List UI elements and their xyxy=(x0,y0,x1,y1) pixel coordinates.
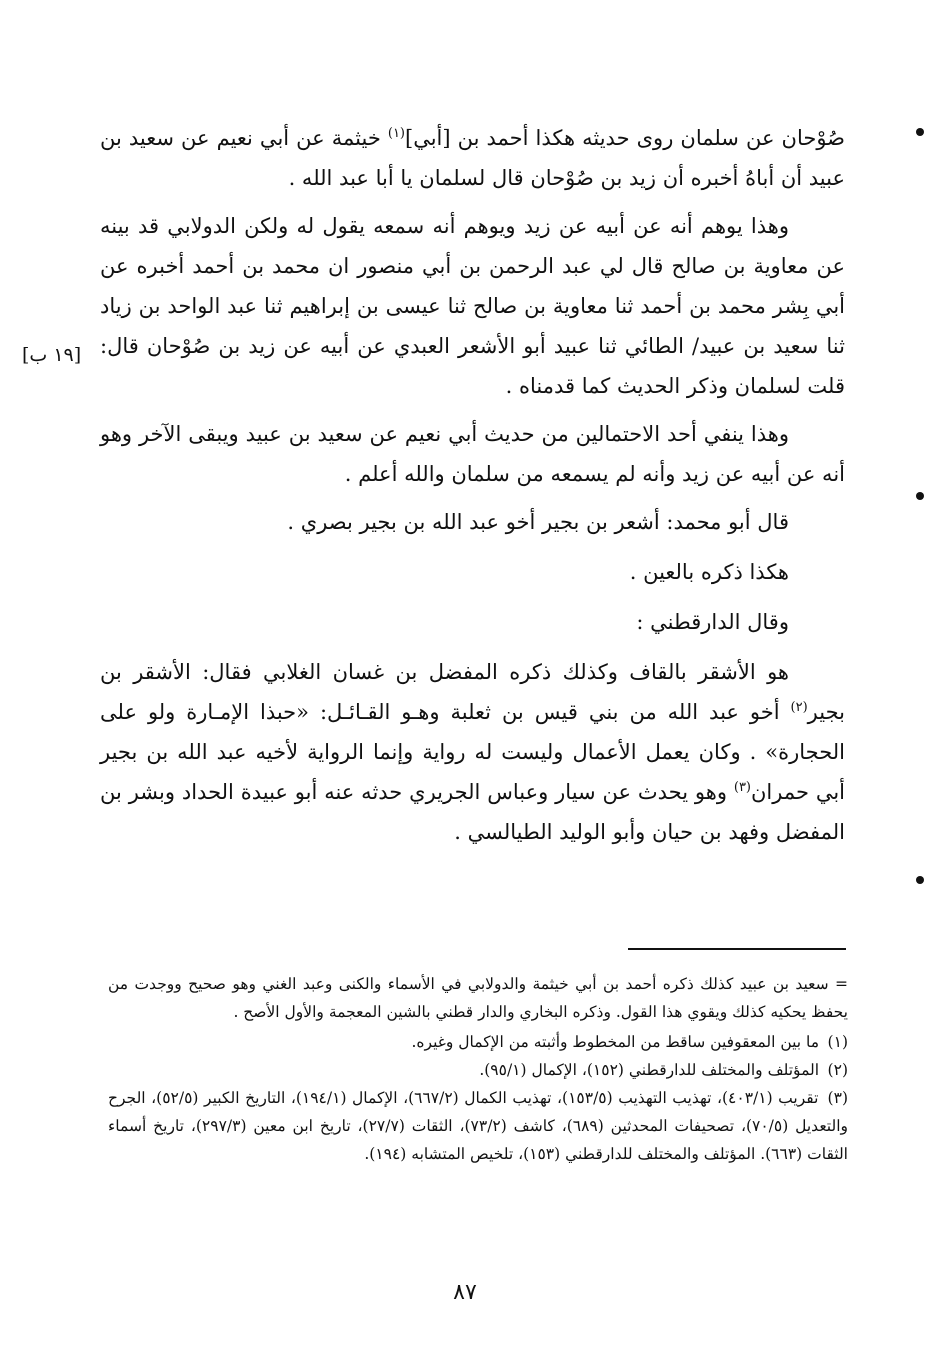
footnote-2 xyxy=(108,1056,848,1084)
paragraph-2: وهذا يوهم أنه عن أبيه عن زيد ويوهم أنه سمعه يقول له ولكن الدولابي قد بينه عن معاوية بن صالح قال لي عبد الرحمن بن أبي منصور ان محمد بن أحمد أخبره عن أبي بِشر محمد بن أحمد ثنا معاوية بن صالح ثنا عيسى بن إبراهيم ثنا عبد الواحد بن زياد ثنا سعيد بن عبيد/ الطائي ثنا عبيد أبو الأشعر العبدي عن أبيه عن زيد بن صُوْحان قال: قلت لسلمان وذكر الحديث كما قدمناه . xyxy=(100,214,845,398)
paragraph-3: وهذا ينفي أحد الاحتمالين من حديث أبي نعيم عن سعيد بن عبيد ويبقى الآخر وهو أنه عن أبيه عن زيد وأنه لم يسمعه من سلمان والله أعلم . xyxy=(100,422,845,486)
main-text-body xyxy=(100,118,845,860)
footnote-number: (٣) xyxy=(827,1089,848,1107)
footnote-number: (٢) xyxy=(827,1061,848,1079)
paragraph-4: قال أبو محمد: أشعر بن بجير أخو عبد الله بن بجير بصري . xyxy=(287,510,789,534)
footnote-separator xyxy=(628,948,846,950)
page-number: ٨٧ xyxy=(453,1280,477,1305)
paragraph-7: هو الأشقر بالقاف وكذلك ذكره المفضل بن غسان الغلابي فقال: الأشقر بن بجير$^{(٢)}$ أخو عبد الله من بني قيس بن ثعلبة وهـو القـائـل: «حبذا الإمـارة ولو على الحجارة» . وكان يعمل الأعمال وليست له رواية وإنما الرواية لأخيه عبد الله بن بجير أبي حمران$^{(٣)}$ وهو يحدث عن سيار وعباس الجريري حدثه عنه أبو عبيدة الحداد وبشر بن المفضل وفهد بن حيان وأبو الوليد الطيالسي . xyxy=(100,660,846,844)
footnote-number: (١) xyxy=(827,1033,848,1051)
paragraph-1: صُوْحان عن سلمان روى حديثه هكذا أحمد بن [أبي]$^{(١)}$ خيثمة عن أبي نعيم عن سعيد بن عبيد أن أباهُ أخبره أن زيد بن صُوْحان قال لسلمان يا أبا عبد الله . xyxy=(100,126,846,190)
margin-dot-marker xyxy=(916,876,924,884)
footnote-text: ما بين المعقوفين ساقط من المخطوط وأثبته من الإكمال وغيره. xyxy=(411,1033,820,1051)
footnote-ref-1: (١) xyxy=(387,126,405,141)
manuscript-folio-note: [١٩ ب] xyxy=(22,344,82,366)
paragraph-6: وقال الدارقطني : xyxy=(636,610,789,634)
footnote-3 xyxy=(108,1084,848,1168)
footnote-text: المؤتلف والمختلف للدارقطني (١٥٢)، الإكمال (٩٥/١). xyxy=(479,1061,820,1079)
footnote-ref-3: (٣) xyxy=(733,780,751,795)
footnotes-section xyxy=(108,970,848,1168)
paragraph-5: هكذا ذكره بالعين . xyxy=(629,560,789,584)
margin-dot-marker xyxy=(916,128,924,136)
margin-dot-marker xyxy=(916,492,924,500)
footnote-text: تقريب (٤٠٣/١)، تهذيب التهذيب (١٥٣/٥)، تهذيب الكمال (٦٦٧/٢)، الإكمال (١٩٤/١)، التاريخ الكبير (٥٢/٥)، الجرح والتعديل (٧٠/٥)، تصحيفات المحدثين (٦٨٩)، كاشف (٧٣/٢)، الثقات (٢٧/٧)، تاريخ ابن معين (٢٩٧/٣)، تاريخ أسماء الثقات (٦٦٣). المؤتلف والمختلف للدارقطني (١٥٣)، تلخيص المتشابه (١٩٤). xyxy=(108,1089,848,1163)
footnote-1 xyxy=(108,1028,848,1056)
footnote-ref-2: (٢) xyxy=(790,700,808,715)
footnote-continuation: = سعيد بن عبيد كذلك ذكره أحمد بن أبي خيثمة والدولابي في الأسماء والكنى وعبد الغني وهو صحيح ووجدت من يحفظ يحكيه كذلك ويقوي هذا القول. وذكره البخاري والدار قطني بالشين المعجمة والأول الأصح . xyxy=(108,975,848,1021)
